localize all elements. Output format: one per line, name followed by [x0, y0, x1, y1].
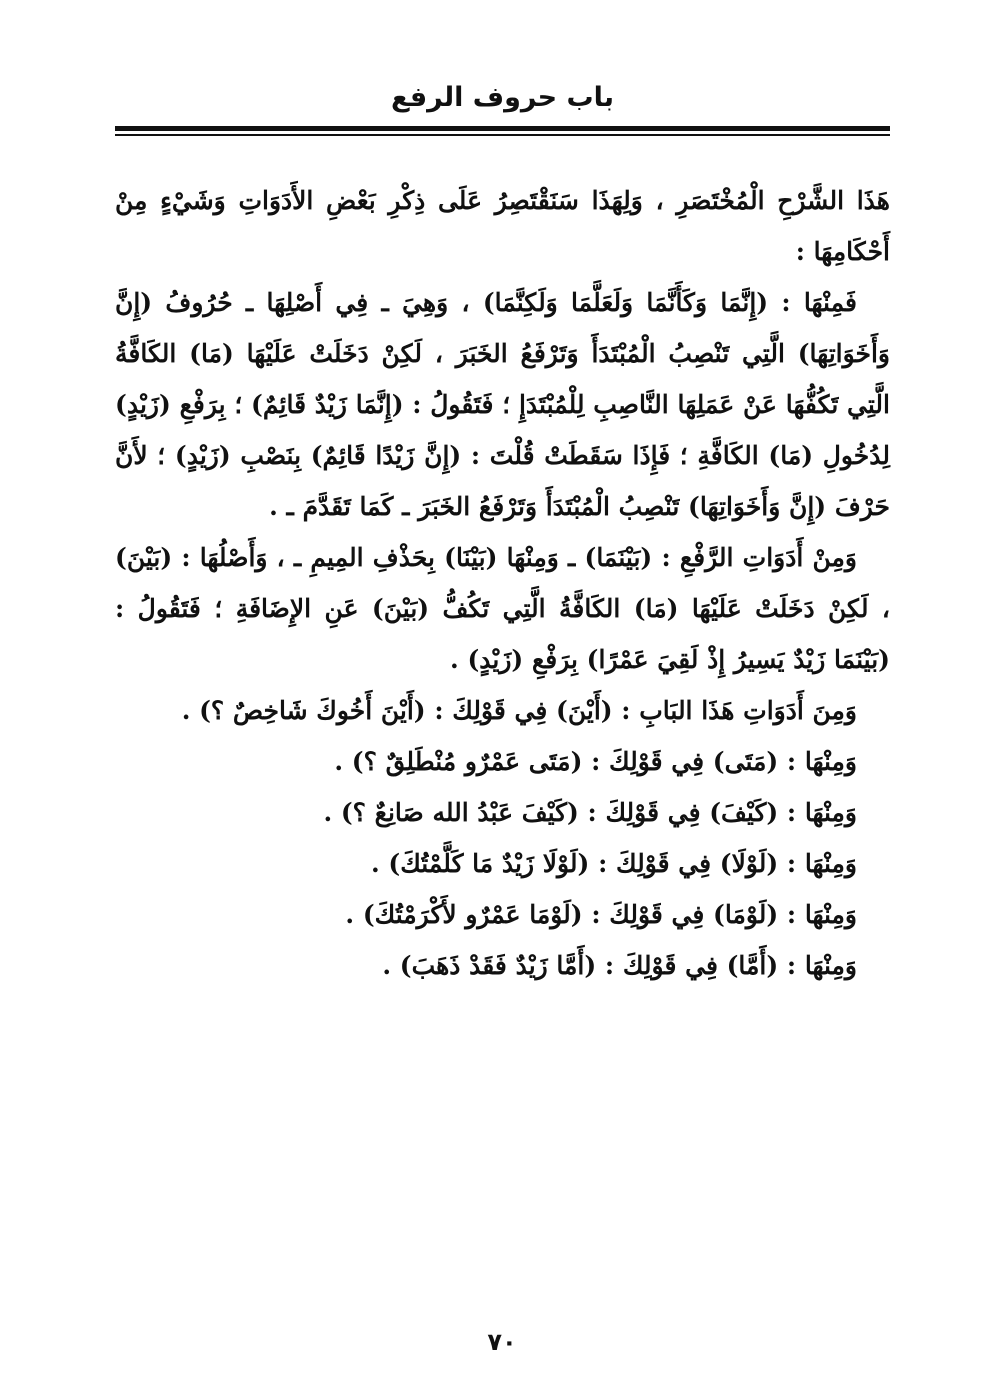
- list-item: وَمِنْهَا : (لَوْلَا) فِي قَوْلِكَ : (لَوْلَا زَيْدٌ مَا كَلَّمْتُكَ) .: [371, 849, 857, 878]
- list-item: وَمِنْهَا : (كَيْفَ) فِي قَوْلِكَ : (كَيْفَ عَبْدُ الله صَانِعٌ ؟) .: [323, 798, 857, 827]
- body-text: [115, 175, 890, 991]
- page-header: [115, 78, 890, 118]
- list-item: وَمِنْهَا : (مَتَى) فِي قَوْلِكَ : (مَتَى عَمْرٌو مُنْطَلِقٌ ؟) .: [334, 747, 857, 776]
- header-rule-thick: [115, 126, 890, 131]
- page-number: ٧٠: [487, 1328, 517, 1356]
- chapter-title: باب حروف الرفع: [391, 82, 614, 113]
- list-item: وَمِنَ أَدَوَاتِ هَذَا البَابِ : (أَيْنَ) فِي قَوْلِكَ : (أَيْنَ أَخُوكَ شَاخِصٌ ؟) .: [181, 696, 857, 725]
- paragraph: هَذَا الشَّرْحِ الْمُخْتَصَرِ ، وَلِهَذَا سَنَقْتَصِرُ عَلَى ذِكْرِ بَعْضِ الأَدَوَاتِ وَشَيْءٍ مِنْ أَحْكَامِهَا :: [115, 186, 890, 266]
- list-item: وَمِنْهَا : (أَمَّا) فِي قَوْلِكَ : (أَمَّا زَيْدٌ فَقَدْ ذَهَبَ) .: [382, 951, 857, 980]
- paragraph: وَمِنْ أَدَوَاتِ الرَّفْعِ : (بَيْنَمَا) ـ وَمِنْهَا (بَيْنَا) بِحَذْفِ المِيمِ ـ ، وَأَصْلُهَا : (بَيْنَ) ، لَكِنْ دَخَلَتْ عَلَيْهَا (مَا) الكَافَّةُ الَّتِي تَكُفُّ (بَيْنَ) عَنِ الإِضَافَةِ ؛ فَتَقُولُ : (بَيْنَمَا زَيْدٌ يَسِيرُ إِذْ لَقِيَ عَمْرًا) بِرَفْعِ (زَيْدٍ) .: [115, 543, 890, 674]
- paragraph: فَمِنْهَا : (إِنَّمَا وَكَأَنَّمَا وَلَعَلَّمَا وَلَكِنَّمَا) ، وَهِيَ ـ فِي أَصْلِهَا ـ حُرُوفُ (إِنَّ وَأَخَوَاتِهَا) الَّتِي تَنْصِبُ الْمُبْتَدَأَ وَتَرْفَعُ الخَبَرَ ، لَكِنْ دَخَلَتْ عَلَيْهَا (مَا) الكَافَّةُ الَّتِي تَكُفُّهَا عَنْ عَمَلِهَا النَّاصِبِ لِلْمُبْتَدَإِ ؛ فَتَقُولُ : (إِنَّمَا زَيْدٌ قَائِمٌ) ؛ بِرَفْعِ (زَيْدٍ) لِدُخُولِ (مَا) الكَافَّةِ ؛ فَإِذَا سَقَطَتْ قُلْتَ : (إِنَّ زَيْدًا قَائِمٌ) بِنَصْبِ (زَيْدٍ) ؛ لأَنَّ حَرْفَ (إِنَّ وَأَخَوَاتِهَا) تَنْصِبُ الْمُبْتَدَأَ وَتَرْفَعُ الخَبَرَ ـ كَمَا تَقَدَّمَ ـ .: [115, 288, 890, 521]
- header-rule-thin: [115, 134, 890, 136]
- list-item: وَمِنْهَا : (لَوْمَا) فِي قَوْلِكَ : (لَوْمَا عَمْرٌو لأَكْرَمْتُكَ) .: [345, 900, 857, 929]
